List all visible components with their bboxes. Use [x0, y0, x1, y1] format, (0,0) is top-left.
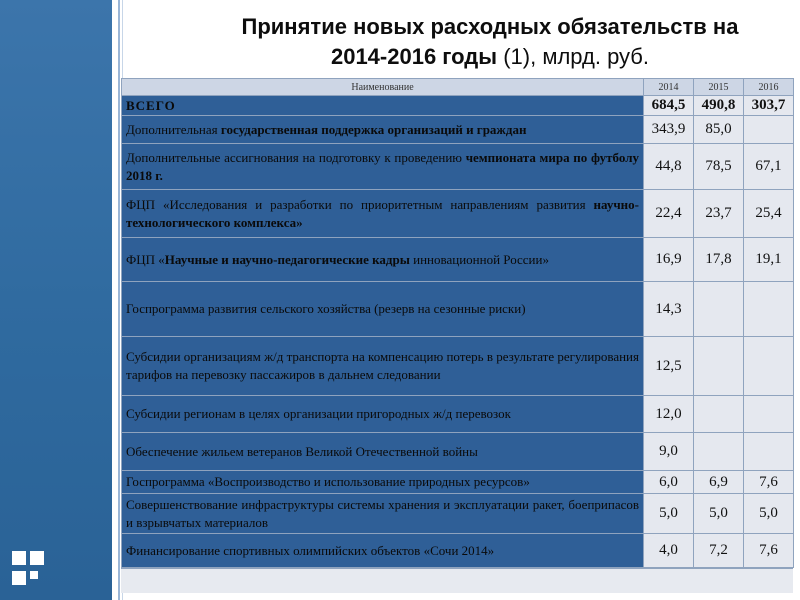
row-name-text: Дополнительная — [126, 121, 221, 137]
row-name — [122, 494, 644, 534]
row-name — [122, 144, 644, 190]
left-decorative-band — [0, 0, 112, 600]
row-name — [122, 396, 644, 433]
obligations-table — [121, 78, 794, 568]
title-line1: Принятие новых расходных обязательств на — [241, 14, 739, 39]
value-2014: 4,0 — [644, 534, 694, 568]
table-row — [122, 144, 794, 190]
row-name-text: Госпрограмма развития сельского хозяйства (резерв на сезонные риски) — [126, 301, 526, 316]
value-2016 — [744, 396, 794, 433]
row-name-text: Дополнительные ассигнования на подготовку к проведению — [126, 149, 466, 165]
logo-square — [12, 551, 26, 565]
title-footnote: (1) — [503, 44, 531, 69]
page-title — [200, 12, 780, 72]
table-row — [122, 433, 794, 471]
value-2016: 25,4 — [744, 190, 794, 238]
row-name-text: Госпрограмма «Воспроизводство и использование природных ресурсов» — [126, 474, 530, 489]
table-row — [122, 282, 794, 337]
value-2016: 7,6 — [744, 534, 794, 568]
row-name — [122, 116, 644, 144]
value-2016: 67,1 — [744, 144, 794, 190]
table-row — [122, 190, 794, 238]
logo-square — [30, 571, 38, 579]
row-name — [122, 238, 644, 282]
value-2015: 7,2 — [694, 534, 744, 568]
value-2014: 44,8 — [644, 144, 694, 190]
value-2016 — [744, 282, 794, 337]
title-line2 — [200, 42, 780, 72]
value-2016 — [744, 433, 794, 471]
row-name-text: Субсидии регионам в целях организации пригородных ж/д перевозок — [126, 406, 511, 421]
table-row — [122, 238, 794, 282]
table-row — [122, 471, 794, 494]
value-2015: 78,5 — [694, 144, 744, 190]
table-row — [122, 116, 794, 144]
value-2016 — [744, 116, 794, 144]
title-years: 2014-2016 годы — [330, 44, 498, 69]
row-name — [122, 433, 644, 471]
row-name — [122, 337, 644, 396]
row-name — [122, 534, 644, 568]
value-2015 — [694, 337, 744, 396]
value-2016: 19,1 — [744, 238, 794, 282]
row-name-bold: чемпионата мира по футболу 2018 г. — [126, 149, 639, 183]
value-2015: 490,8 — [694, 96, 744, 116]
row-name — [122, 471, 644, 494]
header-2016: 2016 — [744, 79, 794, 96]
table-row — [122, 337, 794, 396]
row-name-tail: инновационной России» — [409, 251, 549, 267]
logo-square — [12, 571, 26, 585]
value-2014: 12,5 — [644, 337, 694, 396]
row-name: ВСЕГО — [122, 96, 644, 116]
row-name-text: Финансирование спортивных олимпийских объектов «Сочи 2014» — [126, 542, 495, 558]
header-2015: 2015 — [694, 79, 744, 96]
logo-squares-icon — [12, 551, 52, 591]
row-name-bold: научно-технологического комплекса» — [126, 196, 639, 230]
title-unit: , млрд. руб. — [530, 44, 650, 69]
row-name-text: ФЦП «Исследования и разработки по приоритетным направлениям развития — [126, 196, 594, 212]
header-name: Наименование — [122, 79, 644, 96]
table-row — [122, 534, 794, 568]
vertical-divider — [118, 0, 120, 600]
value-2014: 22,4 — [644, 190, 694, 238]
value-2015: 17,8 — [694, 238, 744, 282]
value-2014: 5,0 — [644, 494, 694, 534]
table-bottom-strip — [121, 568, 793, 593]
row-name-text: Совершенствование инфраструктуры системы хранения и эксплуатации ракет, боеприпасов и взрывчатых материалов — [126, 496, 639, 530]
value-2014: 6,0 — [644, 471, 694, 494]
row-name-text: Субсидии организациям ж/д транспорта на компенсацию потерь в результате регулирования тарифов на перевозку пассажиров в дальнем следовании — [126, 349, 639, 382]
row-name-bold: Научные и научно-педагогические кадры — [164, 251, 410, 267]
value-2015: 23,7 — [694, 190, 744, 238]
row-name-bold: государственная поддержка организаций и граждан — [220, 121, 527, 137]
value-2015: 6,9 — [694, 471, 744, 494]
table-row — [122, 494, 794, 534]
table-row-total — [122, 96, 794, 116]
value-2016 — [744, 337, 794, 396]
value-2016: 5,0 — [744, 494, 794, 534]
row-name-text: ФЦП « — [126, 251, 165, 267]
row-name-text: Обеспечение жильем ветеранов Великой Отечественной войны — [126, 443, 478, 459]
value-2014: 12,0 — [644, 396, 694, 433]
table-row — [122, 396, 794, 433]
value-2014: 9,0 — [644, 433, 694, 471]
logo-square — [30, 551, 44, 565]
value-2015: 85,0 — [694, 116, 744, 144]
value-2015 — [694, 396, 744, 433]
value-2015 — [694, 433, 744, 471]
value-2016: 7,6 — [744, 471, 794, 494]
value-2014: 14,3 — [644, 282, 694, 337]
row-name — [122, 190, 644, 238]
value-2015: 5,0 — [694, 494, 744, 534]
value-2014: 684,5 — [644, 96, 694, 116]
value-2016: 303,7 — [744, 96, 794, 116]
table-header-row — [122, 79, 794, 96]
value-2015 — [694, 282, 744, 337]
value-2014: 343,9 — [644, 116, 694, 144]
header-2014: 2014 — [644, 79, 694, 96]
value-2014: 16,9 — [644, 238, 694, 282]
row-name — [122, 282, 644, 337]
